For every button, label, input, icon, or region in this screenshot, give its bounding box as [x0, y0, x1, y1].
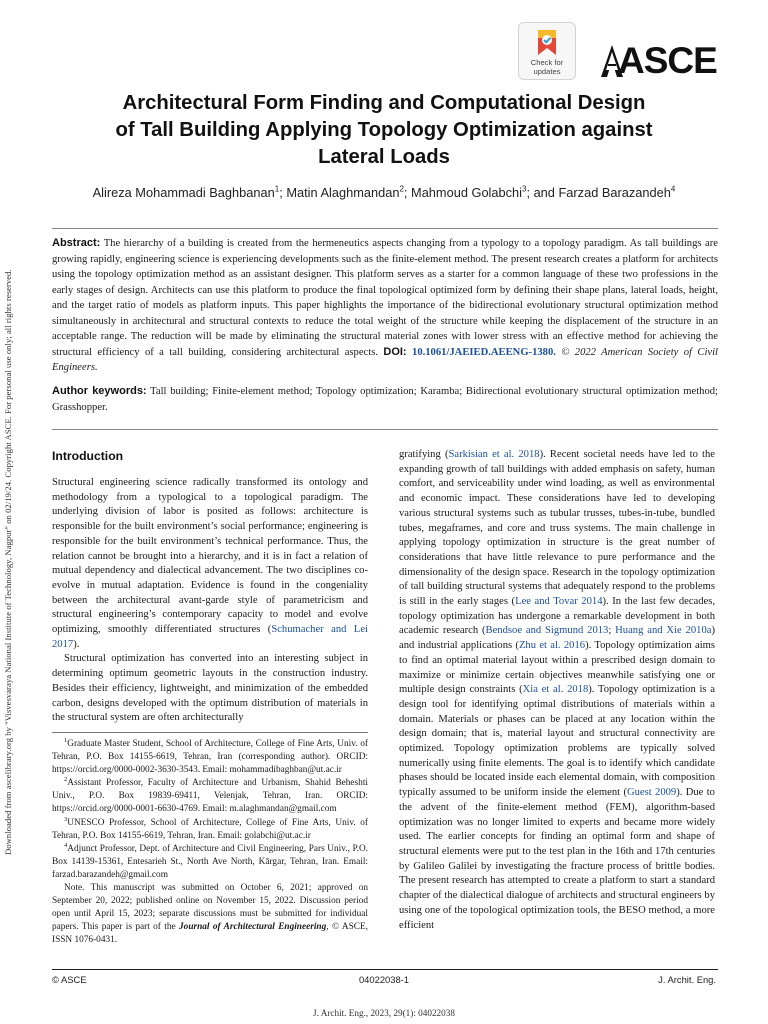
page-number: 04022038-1: [358, 974, 410, 985]
article-title: [40, 90, 728, 171]
asce-logo-text: ASCE: [618, 40, 717, 81]
author-separator: ;: [279, 185, 287, 200]
text-run: ). In the last few decades, topology optimization has undergone a remarkable development in both academic research (: [399, 596, 716, 637]
right-column: [399, 448, 715, 933]
text-run: ). Recent societal needs have led to the expanding growth of tall buildings with added emphasis on safety, human comfort, and serviceability under wind loading, as well as environmental and economic impact. These considerations have led to developing various structural systems such as tubular trusses, tubes-in-tube, bundled tubes, megaframes, and core and truss systems. The main challenge in applying topology optimization in structure is the great number of considerations that have little relevance to pure performance and the dimensionality of the design space. Research in the topology optimization of tall building structural systems that adequately respond to the problems is still in the early stages (: [399, 449, 716, 608]
note-text: Note. This manuscript was submitted on October 6, 2021; approved on September 20, 2022; published online on November 15, 2022. Discussion period open until April 15, 2023; separate discussions must be submitted for individual papers. This paper is part of the: [52, 883, 368, 933]
footnote-mark: 4: [64, 841, 68, 849]
footnote-3-text: UNESCO Professor, School of Architecture, College of Fine Arts, Univ. of Tehran, P.O. Box 14155-6619, Tehran, Iran. Email: golabchi@ut.ac.ir: [52, 817, 368, 841]
doi-link[interactable]: 10.1061/JAEIED.AEENG-1380.: [412, 346, 556, 358]
text-run: ). Topology optimization is a design tool for identifying optimal distributions of materials within a domain. Materials or phases can be placed at any location within the design domain; that is, material layout and structural connectivity are optimized. Topology optimization problems are typically solved numerically using finite elements. The goal is to identify which candidate phases should be located inside each elemental domain, with composition typically assumed to be uniform inside the element (: [399, 684, 716, 799]
check-updates-line2: updates: [533, 67, 561, 77]
author-name: Farzad Barazandeh: [558, 185, 671, 200]
citation-link[interactable]: Huang and Xie 2010a: [615, 625, 712, 637]
author-name: Mahmoud Golabchi: [411, 185, 522, 200]
footnote-3: [52, 817, 368, 843]
doi-label: DOI:: [383, 345, 407, 358]
journal-citation: J. Archit. Eng., 2023, 29(1): 04022038: [313, 1008, 455, 1018]
abstract-label: Abstract:: [52, 237, 101, 249]
text-run: gratifying (: [399, 449, 449, 460]
intro-paragraph-continued: [399, 448, 715, 933]
footer-copyright: © ASCE: [52, 974, 87, 985]
author-affiliation-mark[interactable]: 1: [274, 184, 280, 194]
left-column: [52, 476, 368, 726]
submission-note: [52, 882, 368, 947]
journal-name: Journal of Architectural Engineering: [179, 922, 327, 933]
citation-link[interactable]: Bendsoe and Sigmund 2013: [485, 625, 609, 637]
citation-link[interactable]: Xia et al. 2018: [522, 684, 589, 696]
download-notice-text: Downloaded from ascelibrary.org by "Visvesvaraya National Institute of Technology, Nagpur" on 02/19/24. Copyright ASCE. For personal use only; all rights reserved.: [3, 269, 13, 855]
footnote-4-text: Adjunct Professor, Dept. of Architecture and Civil Engineering, Pars Univ., P.O. Box 14139-15361, Entesarieh St., North Ave North, Kārgar, Tehran, Iran. Email: farzad.barazandeh@gmail.com: [52, 843, 368, 880]
author-list: [40, 184, 728, 202]
author-separator: ;: [403, 185, 412, 200]
keywords-label: Author keywords:: [52, 385, 147, 397]
intro-paragraph-2: Structural optimization has converted into an interesting subject in determining optimum geometric layouts in the construction industry. Besides their efficiency, lightweight, and minimization of the embedded carbon, designs developed with the optimum distribution of materials in the structural system are often architecturally: [52, 653, 368, 724]
introduction-heading: Introduction: [52, 449, 124, 463]
footnote-2-text: Assistant Professor, Faculty of Architecture and Urbanism, Shahid Beheshti Univ., P.O. Box 19839-69411, Velenjak, Tehran, Iran. ORCID: https://orcid.org/0000-0001-6630-4769. Email: m.alaghmandan@gmail.com: [52, 778, 368, 815]
text-run: ). Topology optimization aims to find an optimal material layout within a prescribed design domain to maximize or minimize certain objectives meanwhile satisfying one or multiple design constraints (: [399, 640, 715, 696]
download-notice-vertical: [2, 150, 16, 860]
citation-link[interactable]: Zhu et al. 2016: [518, 640, 586, 652]
author-keywords: [52, 384, 718, 415]
title-line-2: of Tall Building Applying Topology Optimization against: [115, 119, 653, 141]
text-run: ). Due to the advent of the finite-element method (FEM), algorithm-based optimization was no longer limited to experts and became more widely used. The earlier concepts for finding an optimal form and shape of structural elements were put to the test plan in the 16th and 17th centuries by Galileo Galilei by investigating the fracture process of brittle bodies. The present research has attempted to create a platform to start a standard chapter of the dialectical dialogue of architects and structural engineers by using one of the topological optimization tools, the BESO method, a more efficient: [399, 787, 715, 931]
note-text-end: , © ASCE, ISSN 1076-0431.: [52, 922, 368, 946]
keywords-text: Tall building; Finite-element method; Topology optimization; Karamba; Bidirectional evolutionary structural optimization method; Grasshopper.: [52, 386, 718, 413]
abstract-text: The hierarchy of a building is created from the hermeneutics aspects changing from a typology to a topology paradigm. As tall buildings are growing rapidly, engineering science is experiencing developments such as the finite-element method. The present research creates a platform for architects using the topology optimization method as an assistant designer. This platform serves as a starter for a common language of these two professions in the early stages of design. Architects can use this platform to produce the final topological optimized form by defining their shape plans, lateral loads, height, and the target ratio of models as platform inputs. This paper highlights the importance of the bidirectional evolutionary structural optimization method simultaneously in architectural and structural contexts to reduce the total weight of the structure while keeping the displacement of the structure in an acceptable range. The reduction will be made by eliminating the structural material zones with lower stress with an effective method for achieving the structural efficiency of a tall building, considering architectural aspects.: [52, 238, 718, 358]
citation-link[interactable]: Lee and Tovar 2014: [515, 596, 603, 608]
intro-paragraph-1: [52, 476, 368, 652]
crossmark-icon: [535, 28, 559, 58]
footer-journal: J. Archit. Eng.: [658, 974, 716, 985]
footer-divider: [52, 969, 718, 970]
citation-link[interactable]: Sarkisian et al. 2018: [448, 449, 540, 460]
citation-link[interactable]: Schumacher and Lei 2017: [52, 624, 368, 650]
abstract: [52, 236, 718, 376]
intro-p1-text: Structural engineering science radically transformed its ontology and methodology from a typological to a topological paradigm. The underlying division of labor is posited as follows: architecture is responsible for the built environment’s social performance; engineering is responsible for the built environment’s technical performance. Thus, the relation cannot be brought into a hierarchy, and it is in fact a relation of mutual dependency and dialectical advancement. The two disciplines co-evolve in mutual adaptation. Evidence is found in the congeniality between the architectural avant-garde style of parametricism and structural engineering’s contemporary capacity to model and evolve optimizing, smoothly differentiated structures (: [52, 477, 368, 636]
asce-logo: [600, 40, 718, 84]
text-run: ) and industrial applications (: [399, 625, 715, 652]
footnote-divider: [52, 732, 368, 733]
footnotes: [52, 738, 368, 948]
author-affiliation-mark[interactable]: 4: [670, 184, 676, 194]
intro-p1-end: ).: [73, 638, 80, 650]
footnote-mark: 1: [64, 736, 68, 744]
title-line-3: Lateral Loads: [318, 146, 450, 168]
footnote-1: [52, 738, 368, 777]
copyright-line: © 2022 American Society of Civil Engineers.: [52, 346, 718, 373]
check-updates-line1: Check for: [530, 58, 564, 67]
footnote-mark: 2: [64, 776, 68, 784]
footnote-1-text: Graduate Master Student, School of Architecture, College of Fine Arts, Univ. of Tehran, P.O. Box 14155-6619, Tehran, Iran (corresponding author). ORCID: https://orcid.org/0000-0002-3630-3543. Email: mohammadibaghban@ut.ac.ir: [52, 739, 368, 776]
footnote-2: [52, 777, 368, 816]
author-name: Alireza Mohammadi Baghbanan: [92, 185, 275, 200]
author-name: Matin Alaghmandan: [286, 185, 400, 200]
citation-link[interactable]: Guest 2009: [626, 787, 677, 799]
author-affiliation-mark[interactable]: 2: [399, 184, 404, 194]
footnote-4: [52, 843, 368, 882]
author-separator: ; and: [526, 185, 559, 200]
title-line-1: Architectural Form Finding and Computational Design: [122, 92, 646, 114]
footnote-mark: 3: [64, 815, 68, 823]
check-for-updates-badge[interactable]: [518, 22, 576, 80]
author-affiliation-mark[interactable]: 3: [522, 184, 527, 194]
text-run: ;: [608, 625, 616, 637]
